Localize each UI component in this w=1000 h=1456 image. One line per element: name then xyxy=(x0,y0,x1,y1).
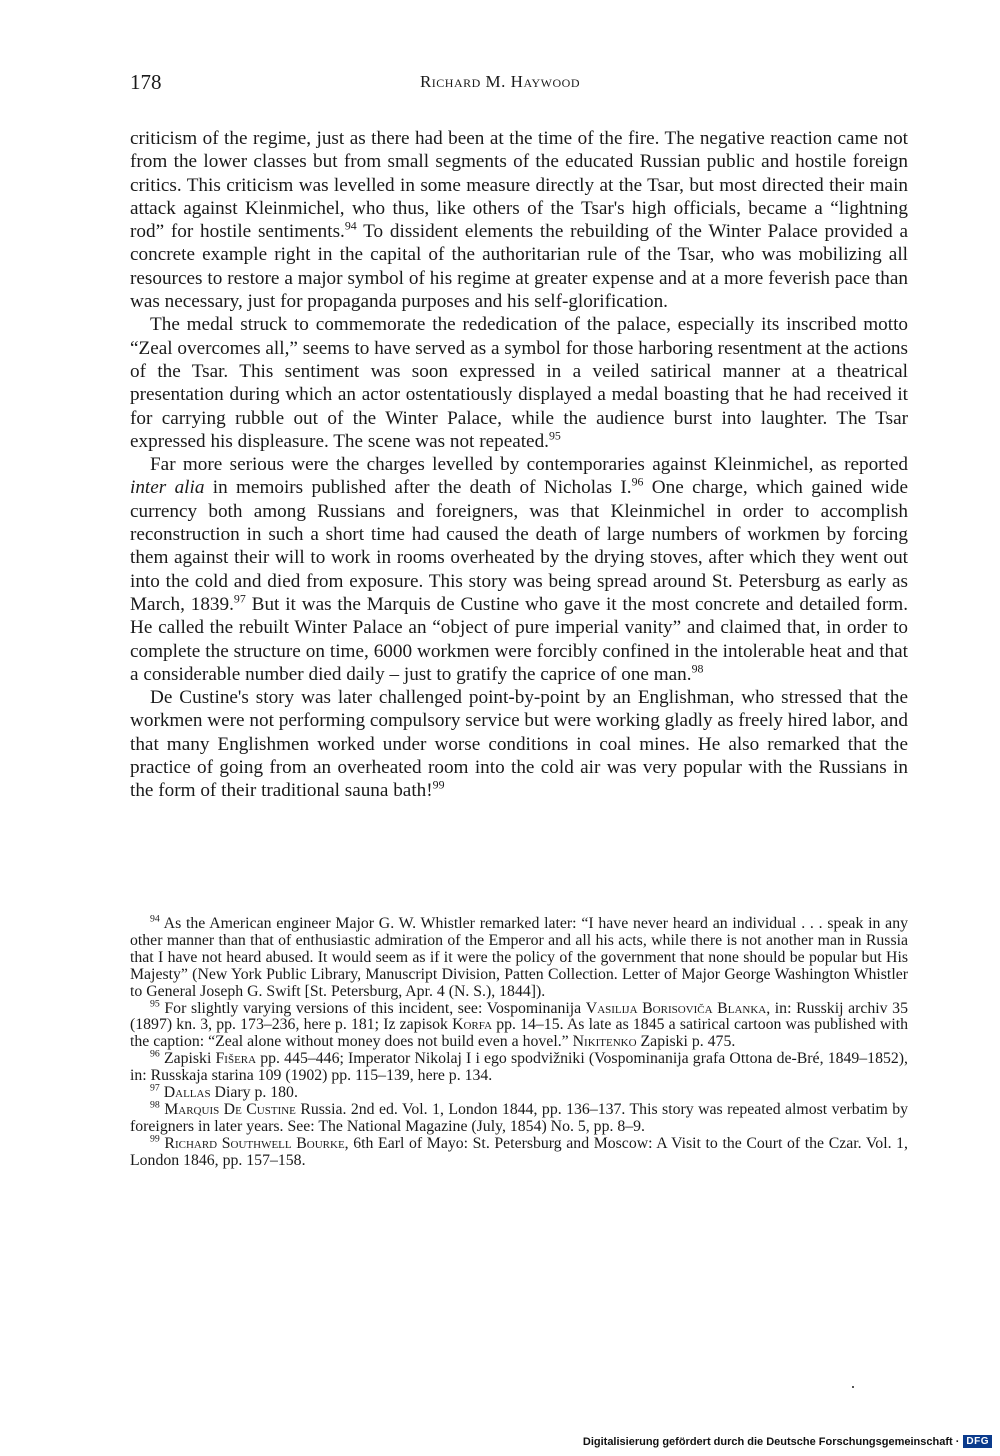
footnote-97: $^{97}$ Dallas Diary p. 180. xyxy=(150,1082,298,1102)
footnote-ref[interactable]: 96 xyxy=(631,475,644,490)
paragraph: De Custine's story was later challenged point-by-point by an Englishman, who stressed that the workmen were not performing compulsory service but were working gladly as freely hired labor, and that many Englishmen worked under worse conditions in coal mines. He also remarked that the practice of going from an overheated room into the cold air was very popular with the Russians in the form of their traditional sauna bath!$^{99}$ xyxy=(130,687,908,802)
footnote-ref[interactable]: 99 xyxy=(432,777,445,792)
scan-speck xyxy=(852,1386,854,1388)
paragraph: Far more serious were the charges levelled by contemporaries against Kleinmichel, as reported inter alia in memoirs published after the death of Nicholas I.$^{96}$ One charge, which gained wide currency both among Russians and foreigners, was that Kleinmichel in order to accomplish reconstruction in such a short time had caused the death of large numbers of workmen by forcing them against their will to work in rooms overheated by the drying stoves, after which they went out into the cold and died from exposure. This story was being spread around St. Petersburg as early as March, 1839.97 But it was the Marquis de Custine who gave it the most concrete and detailed form. He called the rebuilt Winter Palace an “object of pure imperial vanity” and claimed that, in order to complete the structure on time, 6000 workmen were forcibly confined in the intolerable heat and that a considerable number died daily – just to gratify the caprice of one man.$^{98}$ xyxy=(130,454,909,685)
footnotes xyxy=(130,913,909,1170)
body-text xyxy=(130,127,908,803)
footnote-99: $^{99}$ Richard Southwell Bourke, 6th Earl of Mayo: St. Petersburg and Moscow: A Visit to the Court of the Czar. Vol. 1, London 1846, pp. 157–158. xyxy=(130,1133,909,1169)
footnote-ref[interactable]: 95 xyxy=(548,428,561,443)
paragraph: The medal struck to commemorate the rededication of the palace, especially its inscribed motto “Zeal overcomes all,” seems to have served as a symbol for those harboring resentment at the actions of the Tsar. This sentiment was soon expressed in a veiled satirical manner at a theatrical presentation during which an actor ostentatiously displayed a medal boasting that he had received it for carrying rubble out of the Winter Palace, while the audience burst into laughter. The Tsar expressed his displeasure. The scene was not repeated.$^{95}$ xyxy=(130,314,908,452)
footnote-ref[interactable]: 98 xyxy=(691,661,704,676)
footnote-98: $^{98}$ Marquis De Custine Russia. 2nd ed. Vol. 1, London 1844, pp. 136–137. This story was repeated almost verbatim by foreigners in later years. See: The National Magazine (July, 1854) No. 5, pp. 8–9. xyxy=(130,1099,908,1135)
funding-credit: Digitalisierung gefördert durch die Deutsche Forschungsgemeinschaft · xyxy=(582,1435,960,1448)
footnote-94: $^{94}$ As the American engineer Major G. W. Whistler remarked later: “I have never heard an individual . . . speak in any other manner than that of enthusiastic admiration of the Emperor and all his acts, while there is not another man in Russia that I have not heard abused. It would seem as if it were the policy of the government that none should be popular but His Majesty” (New York Public Library, Manuscript Division, Patten Collection. Letter of Major George Washington Whistler to General Joseph G. Swift [St. Petersburg, Apr. 4 (N. S.), 1844]). xyxy=(130,913,908,1000)
footnote-95: $^{95}$ For slightly varying versions of this incident, see: Vospominanija Vasilija Borisoviča Blanka, in: Russkij archiv 35 (1897) kn. 3, pp. 173–236, here p. 181; Iz zapisok Korfa pp. 14–15. As late as 1845 a satirical cartoon was published with the caption: “Zeal alone without money does not build even a hovel.” Nikitenko Zapiski p. 475. xyxy=(130,998,908,1051)
footnote-ref[interactable]: 94 xyxy=(344,218,357,233)
footnote-ref[interactable]: 97 xyxy=(233,591,246,606)
dfg-logo: DFG xyxy=(963,1435,992,1448)
digitization-footer xyxy=(583,1435,992,1448)
paragraph: criticism of the regime, just as there had been at the time of the fire. The negative reaction came not from the lower classes but from small segments of the educated Russian public and hostile foreign critics. This criticism was levelled in some measure directly at the Tsar, but most directed their main attack against Kleinmichel, who thus, like others of the Tsar's high officials, became a “lightning rod” for hostile sentiments.$^{94}$ To dissident elements the rebuilding of the Winter Palace provided a concrete example right in the capital of the authoritarian rule of the Tsar, who was mobilizing all resources to restore a major symbol of his regime at greater expense and at a more feverish pace than was necessary, just for propaganda purposes and his self-glorification. xyxy=(130,128,909,313)
running-head: Richard M. Haywood xyxy=(419,72,581,91)
page-number: 178 xyxy=(130,70,162,94)
footnote-96: $^{96}$ Zapiski Fišera pp. 445–446; Imperator Nikolaj I i ego spodvižniki (Vospominanija grafa Ottona de-Bré, 1849–1852), in: Russkaja starina 109 (1902) pp. 115–139, here p. 134. xyxy=(130,1048,908,1085)
